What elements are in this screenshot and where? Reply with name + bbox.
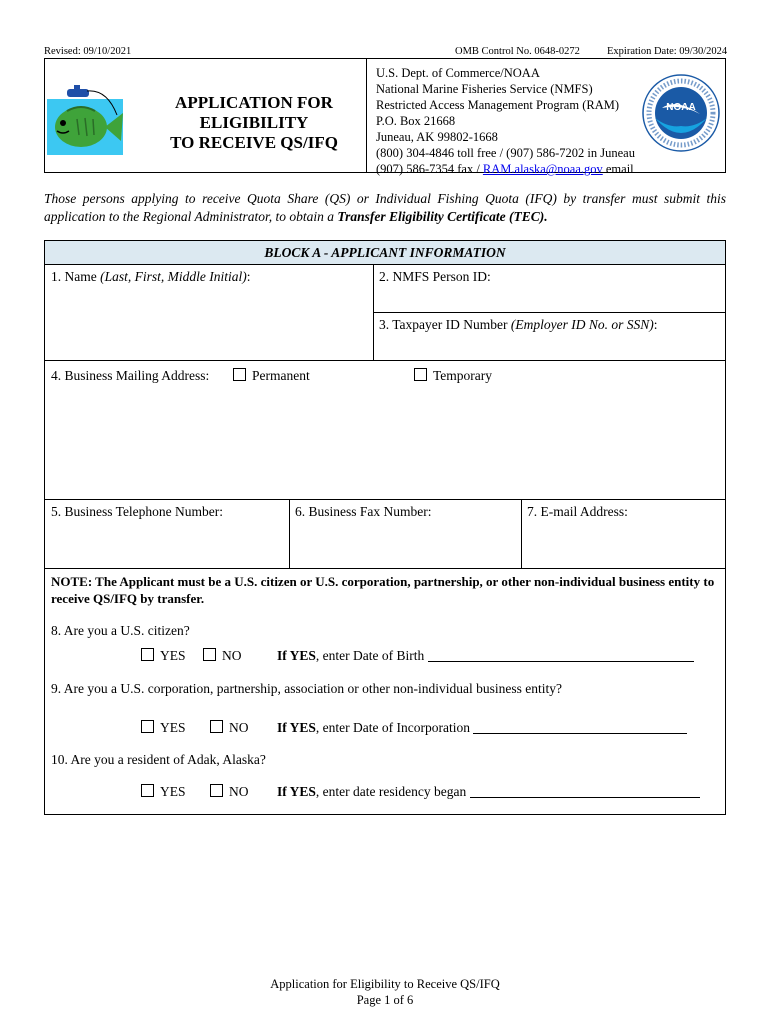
q10-followup-text: , enter date residency began (315, 784, 467, 799)
divider (45, 360, 726, 361)
agency-line: Juneau, AK 99802-1668 (376, 130, 498, 144)
q8-yes-checkbox[interactable] (141, 647, 186, 664)
form-title-line3: TO RECEIVE QS/IFQ (170, 133, 338, 152)
taxpayer-hint: (Employer ID No. or SSN) (510, 317, 654, 332)
yes-label: YES (160, 784, 186, 799)
if-yes-label: If YES (277, 648, 316, 663)
page-number: Page 1 of 6 (356, 993, 414, 1007)
email-link[interactable]: RAM.alaska@noaa.gov (482, 162, 603, 176)
question-8: 8. Are you a U.S. citizen? (51, 623, 190, 638)
q9-no-checkbox[interactable] (210, 719, 249, 736)
yes-label: YES (160, 720, 186, 735)
agency-line: U.S. Dept. of Commerce/NOAA (376, 66, 540, 80)
q8-no-checkbox[interactable] (203, 647, 242, 664)
date-of-birth-input[interactable] (428, 661, 694, 662)
divider (521, 499, 522, 568)
email-address-field[interactable]: 7. E-mail Address: (527, 504, 628, 519)
permanent-label: Permanent (252, 368, 310, 383)
form-title (145, 93, 363, 153)
block-a-title: BLOCK A - APPLICANT INFORMATION (45, 241, 725, 265)
permanent-checkbox[interactable] (233, 367, 310, 384)
q9-yes-checkbox[interactable] (141, 719, 186, 736)
block-a (44, 240, 726, 815)
form-title-line2: ELIGIBILITY (199, 113, 309, 132)
yes-label: YES (160, 648, 186, 663)
question-10: 10. Are you a resident of Adak, Alaska? (51, 752, 266, 767)
email-suffix: email (602, 162, 634, 176)
header-divider (366, 59, 367, 172)
noaa-logo-icon (642, 74, 720, 152)
name-colon: : (246, 269, 251, 284)
footer-title: Application for Eligibility to Receive QS/IFQ (270, 977, 500, 991)
taxpayer-label: 3. Taxpayer ID Number (379, 317, 511, 332)
checkbox-icon (203, 648, 216, 661)
temporary-label: Temporary (433, 368, 493, 383)
date-of-incorporation-input[interactable] (473, 733, 687, 734)
agency-line (376, 161, 635, 177)
name-field[interactable] (51, 268, 251, 285)
agency-line: Restricted Access Management Program (RAM) (376, 98, 619, 112)
name-label: 1. Name (51, 269, 101, 284)
agency-line: (800) 304-4846 toll free / (907) 586-7202 in Juneau (376, 146, 635, 160)
divider (289, 499, 290, 568)
residency-date-input[interactable] (470, 797, 700, 798)
intro-text: Those persons applying to receive Quota Share (QS) or Individual Fishing Quota (IFQ) by transfer must submit this application to the Regional Administrator, to obtain a (44, 191, 726, 224)
agency-address (376, 65, 635, 177)
checkbox-icon (141, 720, 154, 733)
intro-paragraph (44, 190, 726, 226)
intro-bold: Transfer Eligibility Certificate (TEC). (337, 209, 548, 224)
business-mailing-address-label: 4. Business Mailing Address: (51, 368, 210, 383)
expiration-date: Expiration Date: 09/30/2024 (607, 46, 728, 57)
q9-followup (277, 719, 687, 736)
taxpayer-colon: : (653, 317, 658, 332)
nmfs-person-id-field[interactable]: 2. NMFS Person ID: (379, 269, 491, 284)
taxpayer-id-field[interactable] (379, 316, 658, 333)
divider (373, 312, 726, 313)
checkbox-icon (414, 368, 427, 381)
q8-followup-text: , enter Date of Birth (315, 648, 425, 663)
citizenship-note: NOTE: The Applicant must be a U.S. citizen or U.S. corporation, partnership, or other non-individual business entity to receive QS/IFQ by transfer. (51, 574, 715, 606)
q10-yes-checkbox[interactable] (141, 783, 186, 800)
if-yes-label: If YES (277, 784, 316, 799)
q9-followup-text: , enter Date of Incorporation (315, 720, 470, 735)
form-title-line1: APPLICATION FOR (175, 93, 333, 112)
if-yes-label: If YES (277, 720, 316, 735)
fax-text: (907) 586-7354 fax / (376, 162, 483, 176)
q10-followup (277, 783, 700, 800)
name-hint: (Last, First, Middle Initial) (100, 269, 247, 284)
q8-followup (277, 647, 694, 664)
divider (45, 568, 726, 569)
omb-control-number: OMB Control No. 0648-0272 (455, 46, 580, 57)
agency-line: P.O. Box 21668 (376, 114, 456, 128)
business-telephone-field[interactable]: 5. Business Telephone Number: (51, 504, 224, 519)
no-label: NO (222, 648, 242, 663)
divider (45, 499, 726, 500)
header-box (44, 58, 726, 176)
checkbox-icon (210, 720, 223, 733)
question-9: 9. Are you a U.S. corporation, partnership, association or other non-individual business entity? (51, 681, 563, 696)
checkbox-icon (141, 784, 154, 797)
revised-date: Revised: 09/10/2021 (44, 46, 132, 57)
no-label: NO (229, 784, 249, 799)
business-fax-field[interactable]: 6. Business Fax Number: (295, 504, 432, 519)
fish-logo-icon (47, 85, 125, 157)
checkbox-icon (141, 648, 154, 661)
temporary-checkbox[interactable] (414, 367, 492, 384)
checkbox-icon (210, 784, 223, 797)
q10-no-checkbox[interactable] (210, 783, 249, 800)
no-label: NO (229, 720, 249, 735)
noaa-logo-text: NOAA (666, 102, 696, 113)
agency-line: National Marine Fisheries Service (NMFS) (376, 82, 593, 96)
checkbox-icon (233, 368, 246, 381)
